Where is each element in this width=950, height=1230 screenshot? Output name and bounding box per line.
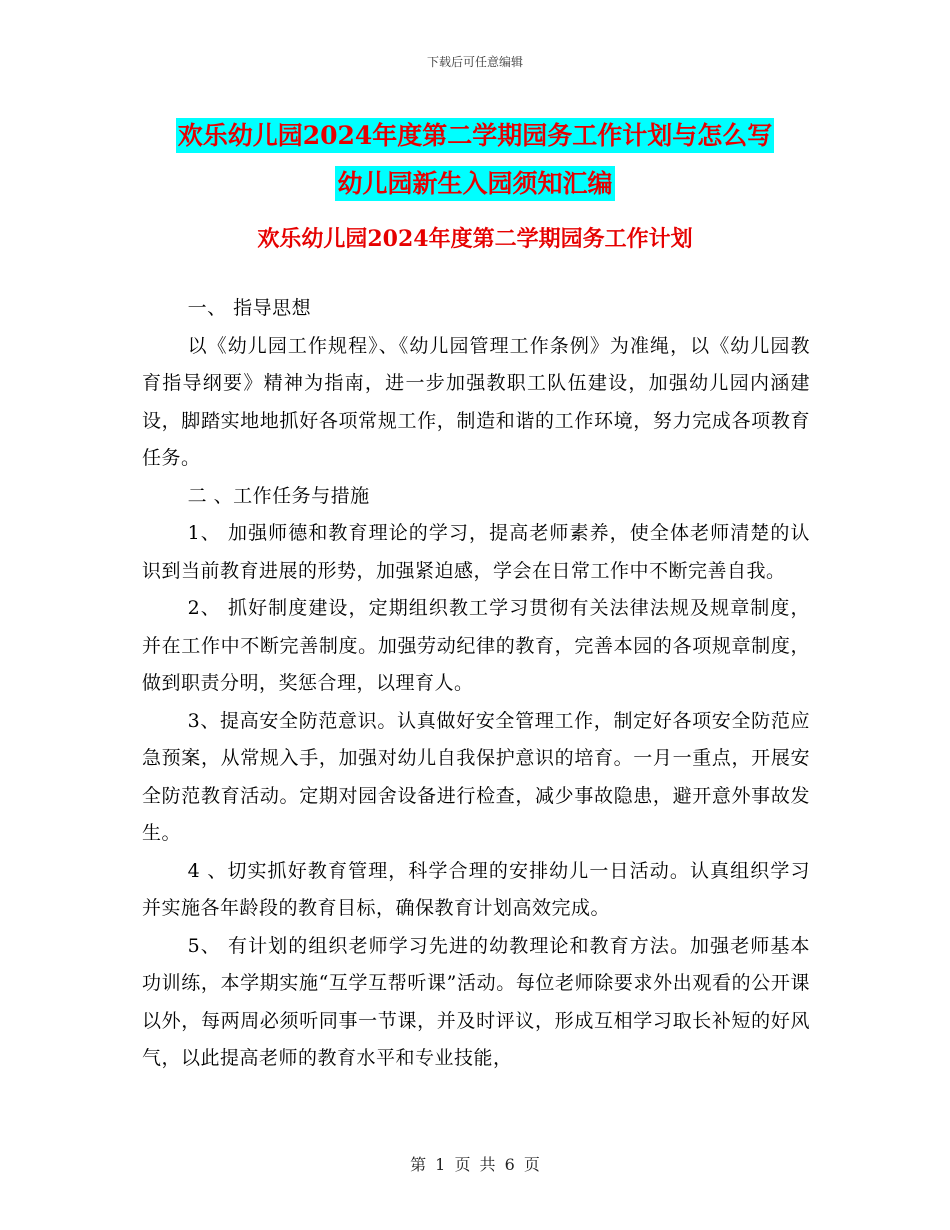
- heading-tasks-measures: 二 、工作任务与措施: [187, 484, 370, 507]
- title-line-1: 欢乐幼儿园2024年度第二学期园务工作计划与怎么写: [176, 118, 775, 153]
- paragraph: 5、 有计划的组织老师学习先进的幼教理论和教育方法。加强老师基本功训练，本学期实施“互学互帮听课”活动。每位老师除要求外出观看的公开课以外，每两周必须听同事一节课，并及时评议，形成互相学习取长补短的好风气，以此提高老师的教育水平和专业技能，: [142, 934, 810, 1069]
- document-body: [142, 290, 810, 1078]
- paragraph: 以《幼儿园工作规程》、《幼儿园管理工作条例》为准绳，以《幼儿园教育指导纲要》精神为指南，进一步加强教职工队伍建设，加强幼儿园内涵建设，脚踏实地地抓好各项常规工作，制造和谐的工作环境，努力完成各项教育任务。: [142, 334, 810, 469]
- section-title: 欢乐幼儿园2024年度第二学期园务工作计划: [257, 226, 693, 252]
- paragraph: 4 、切实抓好教育管理，科学合理的安排幼儿一日活动。认真组织学习并实施各年龄段的教育目标，确保教育计划高效完成。: [142, 859, 810, 919]
- paragraph: 1、 加强师德和教育理论的学习，提高老师素养，使全体老师清楚的认识到当前教育进展的形势，加强紧迫感，学会在日常工作中不断完善自我。: [142, 522, 810, 582]
- page-number: 第 1 页 共 6 页: [410, 1155, 540, 1174]
- header-note: 下载后可任意编辑: [426, 55, 523, 69]
- paragraph: 3、提高安全防范意识。认真做好安全管理工作，制定好各项安全防范应急预案，从常规入手，加强对幼儿自我保护意识的培育。一月一重点，开展安全防范教育活动。定期对园舍设备进行检查，减少事故隐患，避开意外事故发生。: [142, 709, 810, 844]
- title-line-2: 幼儿园新生入园须知汇编: [335, 166, 614, 201]
- heading-guiding-ideology: 一、 指导思想: [187, 297, 312, 319]
- paragraph: 2、 抓好制度建设，定期组织教工学习贯彻有关法律法规及规章制度，并在工作中不断完善制度。加强劳动纪律的教育，完善本园的各项规章制度，做到职责分明，奖惩合理，以理育人。: [142, 597, 810, 694]
- document-title: [0, 112, 950, 208]
